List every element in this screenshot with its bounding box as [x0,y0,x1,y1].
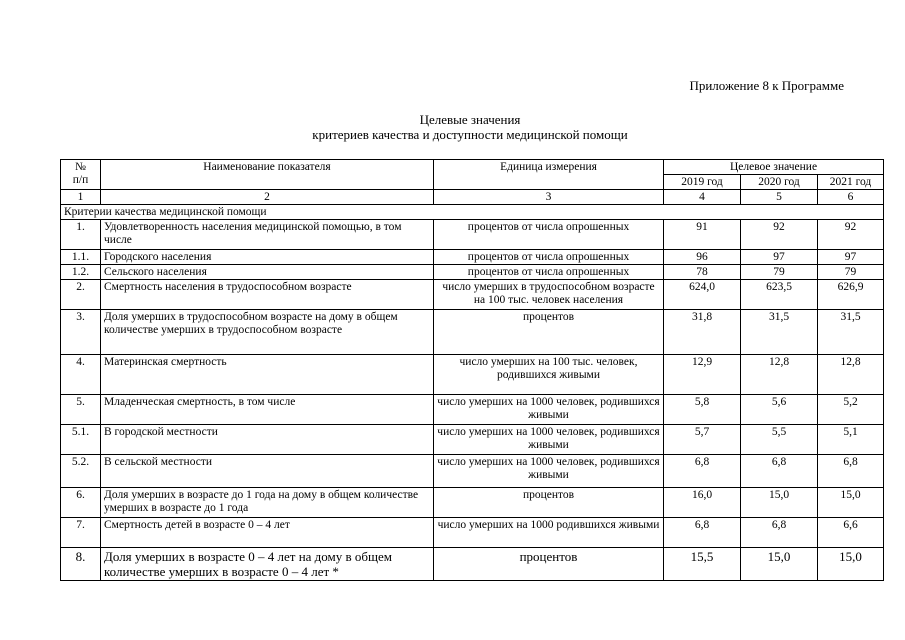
row-unit: число умерших в трудоспособном возрасте на 100 тыс. человек населения [434,280,664,310]
criteria-table [60,159,884,581]
header-num-line2: п/п [72,174,89,186]
header-index-5: 5 [741,190,818,205]
header-year-2021: 2021 год [818,175,884,190]
row-name: Доля умерших в возрасте до 1 года на дому в общем количестве умерших в возрасте до 1 года [101,488,434,518]
header-year-2020: 2020 год [741,175,818,190]
table-row [61,220,884,250]
row-unit: число умерших на 1000 человек, родившихся живыми [434,455,664,488]
row-value-2020: 6,8 [741,518,818,548]
row-value-2019: 78 [664,265,741,280]
row-value-2021: 5,2 [818,395,884,425]
header-year-2019: 2019 год [664,175,741,190]
header-index-1: 1 [61,190,101,205]
row-name: Доля умерших в трудоспособном возрасте на дому в общем количестве умерших в трудоспособном возрасте [101,310,434,355]
header-index-4: 4 [664,190,741,205]
table-row [61,310,884,355]
row-num: 6. [61,488,101,518]
row-num: 2. [61,280,101,310]
row-num: 4. [61,355,101,395]
row-unit: процентов от числа опрошенных [434,265,664,280]
row-value-2019: 6,8 [664,518,741,548]
row-name: Смертность населения в трудоспособном возрасте [101,280,434,310]
table-row [61,250,884,265]
row-value-2021: 97 [818,250,884,265]
row-value-2021: 5,1 [818,425,884,455]
row-name: Сельского населения [101,265,434,280]
row-unit: число умерших на 1000 родившихся живыми [434,518,664,548]
row-unit: процентов [434,310,664,355]
row-value-2020: 5,5 [741,425,818,455]
row-value-2021: 12,8 [818,355,884,395]
row-value-2020: 623,5 [741,280,818,310]
row-value-2019: 15,5 [664,548,741,581]
row-name: Материнская смертность [101,355,434,395]
header-index-3: 3 [434,190,664,205]
row-value-2020: 6,8 [741,455,818,488]
appendix-label: Приложение 8 к Программе [689,78,844,93]
row-num: 5.2. [61,455,101,488]
row-value-2021: 92 [818,220,884,250]
row-value-2020: 79 [741,265,818,280]
row-value-2019: 16,0 [664,488,741,518]
row-value-2019: 12,9 [664,355,741,395]
table-row [61,518,884,548]
row-value-2020: 97 [741,250,818,265]
row-num: 8. [61,548,101,581]
row-num: 7. [61,518,101,548]
header-unit: Единица измерения [434,160,664,190]
title-line-1: Целевые значения [419,112,521,127]
row-num: 1.2. [61,265,101,280]
row-value-2021: 15,0 [818,488,884,518]
title-line-2: критериев качества и доступности медицинской помощи [312,127,628,142]
header-index-2: 2 [101,190,434,205]
section-row: Критерии качества медицинской помощи [61,205,884,220]
table-row [61,265,884,280]
row-value-2021: 6,6 [818,518,884,548]
document-title [230,112,710,142]
header-target: Целевое значение [664,160,884,175]
row-value-2019: 91 [664,220,741,250]
row-num: 1.1. [61,250,101,265]
row-value-2021: 79 [818,265,884,280]
row-num: 5. [61,395,101,425]
row-unit: число умерших на 100 тыс. человек, родившихся живыми [434,355,664,395]
row-value-2019: 96 [664,250,741,265]
table-row [61,280,884,310]
row-value-2020: 12,8 [741,355,818,395]
row-unit: процентов [434,488,664,518]
table-row [61,355,884,395]
row-name: Смертность детей в возрасте 0 – 4 лет [101,518,434,548]
row-value-2020: 31,5 [741,310,818,355]
row-num: 1. [61,220,101,250]
row-value-2019: 31,8 [664,310,741,355]
row-value-2019: 5,7 [664,425,741,455]
row-unit: процентов от числа опрошенных [434,250,664,265]
row-value-2020: 15,0 [741,488,818,518]
table-row [61,395,884,425]
row-unit: число умерших на 1000 человек, родившихся живыми [434,425,664,455]
row-value-2020: 15,0 [741,548,818,581]
row-value-2019: 624,0 [664,280,741,310]
row-value-2021: 31,5 [818,310,884,355]
table-row [61,425,884,455]
row-num: 3. [61,310,101,355]
row-value-2019: 5,8 [664,395,741,425]
row-unit: процентов от числа опрошенных [434,220,664,250]
table-row [61,455,884,488]
row-name: В городской местности [101,425,434,455]
header-num [61,160,101,190]
row-value-2019: 6,8 [664,455,741,488]
row-name: В сельской местности [101,455,434,488]
row-value-2021: 15,0 [818,548,884,581]
row-name: Доля умерших в возрасте 0 – 4 лет на дому в общем количестве умерших в возрасте 0 – 4 лет * [101,548,434,581]
header-num-line1: № [75,161,86,173]
row-value-2020: 5,6 [741,395,818,425]
table-row [61,488,884,518]
header-index-6: 6 [818,190,884,205]
row-num: 5.1. [61,425,101,455]
row-unit: число умерших на 1000 человек, родившихся живыми [434,395,664,425]
row-value-2020: 92 [741,220,818,250]
row-value-2021: 626,9 [818,280,884,310]
table-row [61,548,884,581]
row-name: Городского населения [101,250,434,265]
header-name: Наименование показателя [101,160,434,190]
row-name: Младенческая смертность, в том числе [101,395,434,425]
row-unit: процентов [434,548,664,581]
row-name: Удовлетворенность населения медицинской помощью, в том числе [101,220,434,250]
row-value-2021: 6,8 [818,455,884,488]
